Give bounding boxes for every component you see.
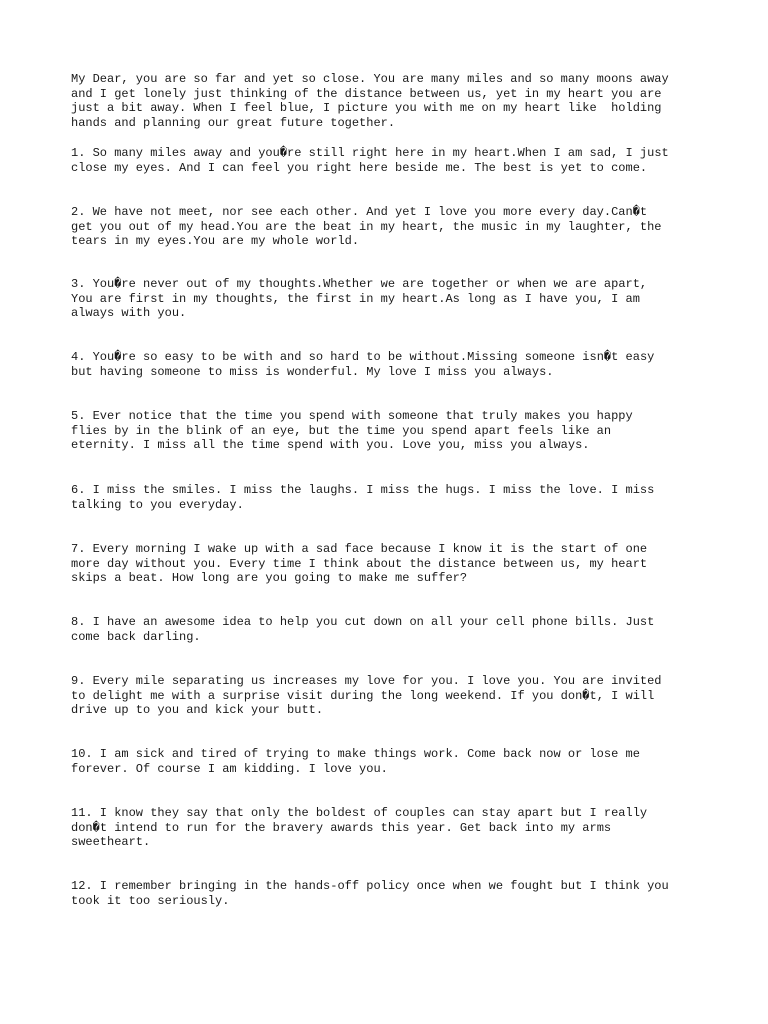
- message-item-7: 7. Every morning I wake up with a sad face because I know it is the start of one more day without you. Every time I think about the distance between us, my heart skips a beat. How long are you going to make me suffer?: [71, 542, 648, 586]
- message-item-4: 4. You�re so easy to be with and so hard to be without.Missing someone isn�t easy but having someone to miss is wonderful. My love I miss you always.: [71, 350, 655, 379]
- message-item-12: 12. I remember bringing in the hands-off policy once when we fought but I think you took it too seriously.: [71, 879, 669, 908]
- message-item-9: 9. Every mile separating us increases my love for you. I love you. You are invited to delight me with a surprise visit during the long weekend. If you don�t, I will drive up to you and kick your butt.: [71, 674, 662, 718]
- message-item-11: 11. I know they say that only the boldest of couples can stay apart but I really don�t intend to run for the bravery awards this year. Get back into my arms sweetheart.: [71, 806, 648, 850]
- intro-paragraph: My Dear, you are so far and yet so close. You are many miles and so many moons away and I get lonely just thinking of the distance between us, yet in my heart you are just a bit away. When I feel blue, I picture you with me on my heart like holding hands and planning our great future together.: [71, 72, 669, 131]
- message-item-5: 5. Ever notice that the time you spend with someone that truly makes you happy flies by in the blink of an eye, but the time you spend apart feels like an eternity. I miss all the time spend with you. Love you, miss you always.: [71, 409, 633, 453]
- message-item-6: 6. I miss the smiles. I miss the laughs. I miss the hugs. I miss the love. I miss talking to you everyday.: [71, 483, 655, 512]
- message-item-8: 8. I have an awesome idea to help you cut down on all your cell phone bills. Just come back darling.: [71, 615, 655, 644]
- message-item-10: 10. I am sick and tired of trying to make things work. Come back now or lose me forever. Of course I am kidding. I love you.: [71, 747, 640, 776]
- message-item-2: 2. We have not meet, nor see each other. And yet I love you more every day.Can�t get you out of my head.You are the beat in my heart, the music in my laughter, the tears in my eyes.You are my whole world.: [71, 205, 662, 249]
- message-item-3: 3. You�re never out of my thoughts.Whether we are together or when we are apart, You are first in my thoughts, the first in my heart.As long as I have you, I am always with you.: [71, 277, 648, 321]
- message-item-1: 1. So many miles away and you�re still right here in my heart.When I am sad, I just close my eyes. And I can feel you right here beside me. The best is yet to come.: [71, 146, 669, 175]
